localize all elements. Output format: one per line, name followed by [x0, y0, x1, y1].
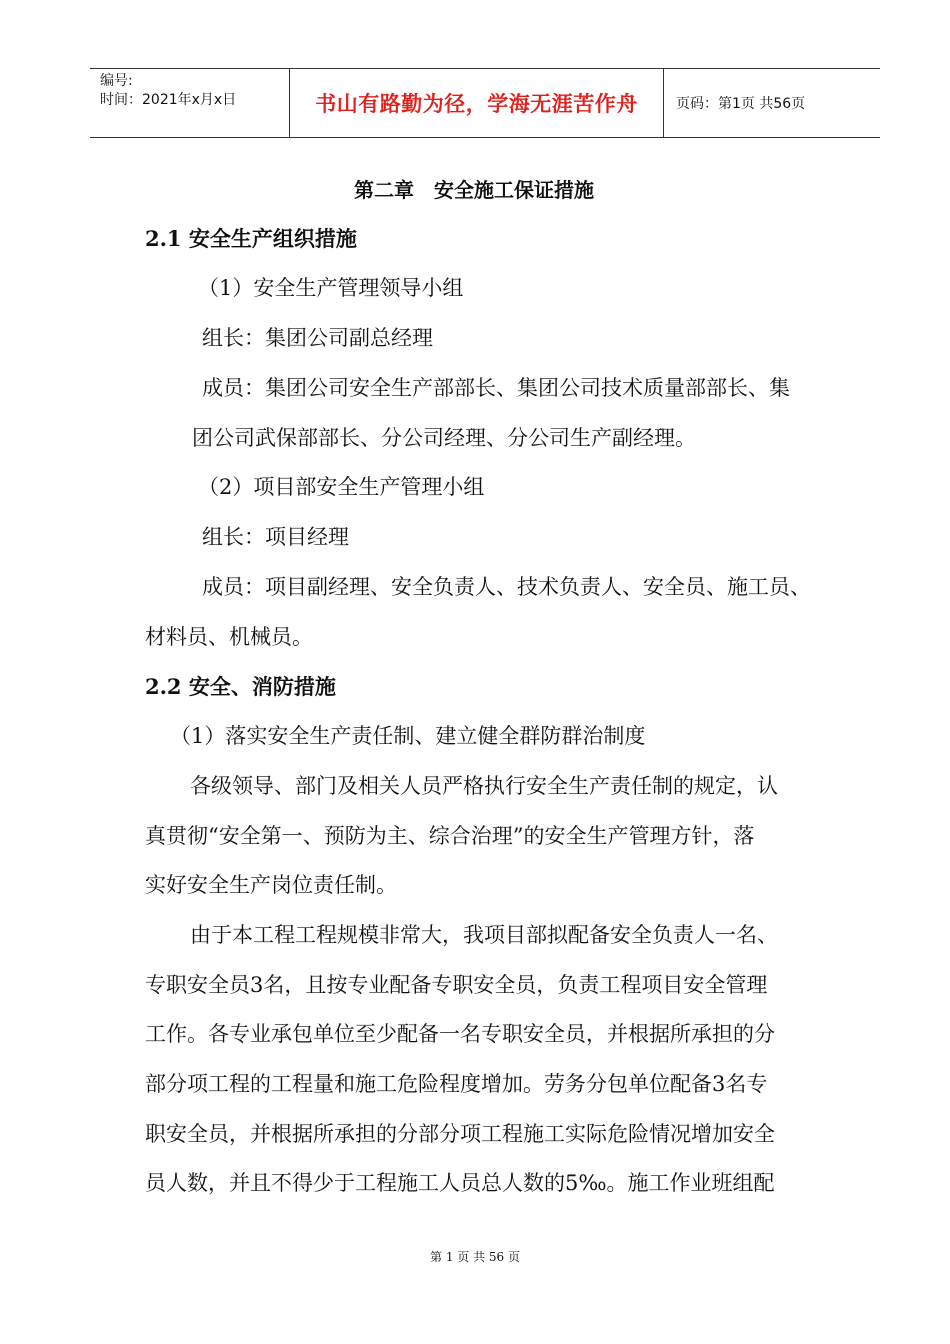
- paragraph-line: 真贯彻“安全第一、预防为主、综合治理”的安全生产管理方针，落: [145, 824, 755, 848]
- subsection-heading: （1）安全生产管理领导小组: [198, 276, 464, 300]
- time-label: 时间：2021年x月x日: [100, 92, 237, 108]
- paragraph-line: 由于本工程工程规模非常大，我项目部拟配备安全负责人一名、: [190, 923, 778, 947]
- paragraph-line: 组长：项目经理: [202, 525, 349, 549]
- subsection-heading: （1）落实安全生产责任制、建立健全群防群治制度: [170, 724, 646, 748]
- paragraph-line: 各级领导、部门及相关人员严格执行安全生产责任制的规定，认: [190, 774, 778, 798]
- subsection-heading: （2）项目部安全生产管理小组: [198, 475, 485, 499]
- header-page-info: 页码：第1页 共56页: [676, 96, 806, 112]
- paragraph-line: 成员：集团公司安全生产部部长、集团公司技术质量部部长、集: [202, 376, 790, 400]
- paragraph-line: 员人数，并且不得少于工程施工人员总人数的5‰。施工作业班组配: [145, 1171, 775, 1195]
- page-header: [90, 68, 880, 138]
- paragraph-line: 部分项工程的工程量和施工危险程度增加。劳务分包单位配备3名专: [145, 1072, 768, 1096]
- section-heading: 2.1 安全生产组织措施: [145, 226, 357, 251]
- paragraph-line: 职安全员，并根据所承担的分部分项工程施工实际危险情况增加安全: [145, 1122, 775, 1146]
- paragraph-line: 成员：项目副经理、安全负责人、技术负责人、安全员、施工员、: [202, 575, 811, 599]
- paragraph-line: 工作。各专业承包单位至少配备一名专职安全员，并根据所承担的分: [145, 1022, 775, 1046]
- paragraph-line: 专职安全员3名，且按专业配备专职安全员，负责工程项目安全管理: [145, 973, 768, 997]
- header-meta: [90, 69, 290, 137]
- paragraph-line: 材料员、机械员。: [145, 625, 313, 649]
- number-label: 编号:: [100, 73, 133, 89]
- paragraph-line: 团公司武保部部长、分公司经理、分公司生产副经理。: [192, 426, 696, 450]
- section-heading: 2.2 安全、消防措施: [145, 674, 336, 699]
- paragraph-line: 组长：集团公司副总经理: [202, 326, 433, 350]
- paragraph-line: 实好安全生产岗位责任制。: [145, 873, 397, 897]
- page-footer: 第 1 页 共 56 页: [430, 1250, 520, 1264]
- chapter-title: 第二章 安全施工保证措施: [354, 178, 594, 202]
- header-motto: 书山有路勤为径，学海无涯苦作舟: [290, 69, 664, 137]
